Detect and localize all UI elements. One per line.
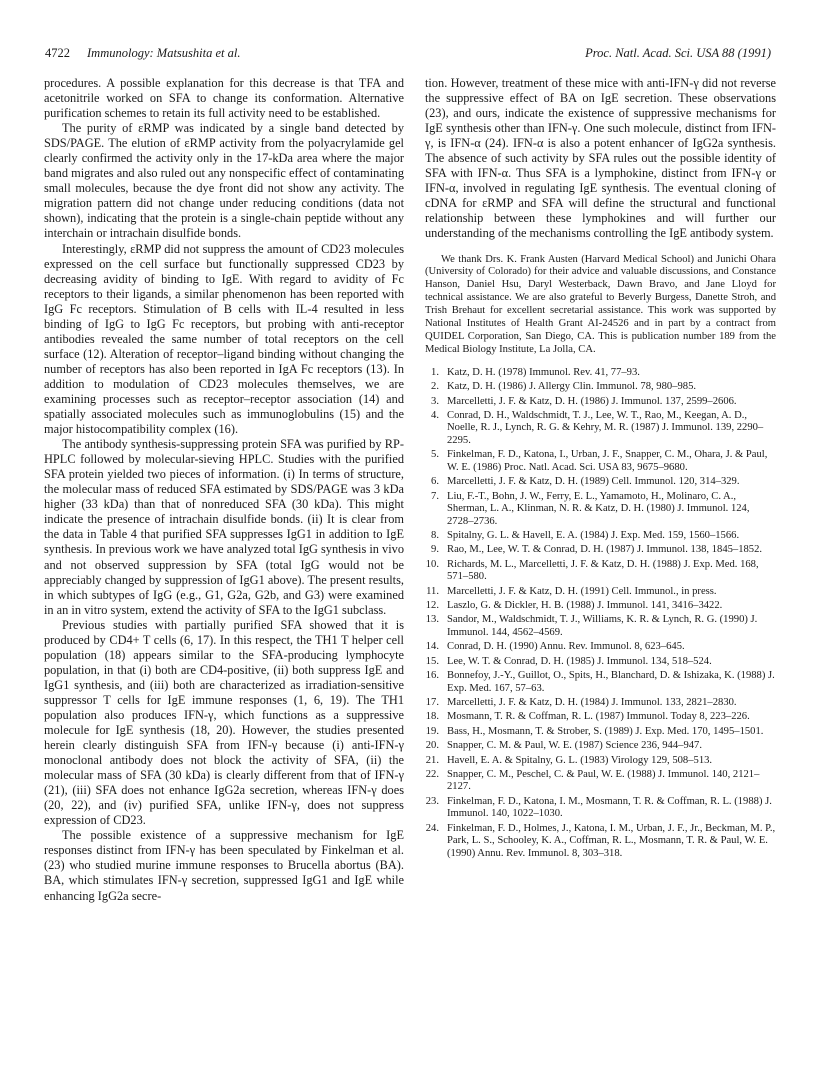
acknowledgment: We thank Drs. K. Frank Austen (Harvard Medical School) and Junichi Ohara (University of Colorado) for their advice and valuable discussions, and Constance Hanson, Daniel Hsu, Daryl Westerback, Dawn Bravo, and Jane Lloyd for technical assistance. We are also grateful to Beverly Burgess, Danette Stroh, and Trish Brehaut for excellent secretarial assistance. This work was supported by National Institutes of Health Grant AI-24526 and in part by a contract from QUIDEL Corporation, San Diego, CA. This is publication number 189 from the Medical Biology Institute, La Jolla, CA. <box>425 253 776 355</box>
reference-item <box>425 769 776 794</box>
reference-item <box>425 530 776 543</box>
reference-item <box>425 697 776 710</box>
reference-text: Katz, D. H. (1978) Immunol. Rev. 41, 77–93. <box>447 366 640 378</box>
reference-item <box>425 544 776 557</box>
reference-text: Mosmann, T. R. & Coffman, R. L. (1987) Immunol. Today 8, 223–226. <box>447 711 750 723</box>
left-column <box>44 76 404 904</box>
body-paragraph: The purity of εRMP was indicated by a single band detected by SDS/PAGE. The elution of εRMP activity from the polyacrylamide gel clearly confirmed the activity only in the 17-kDa area where the major band migrates and also ruled out any nonspecific effect of contaminating small molecules, because the dye front did not show any activity. The migration pattern did not change under reducing conditions (data not shown), indicating that the protein is a single-chain peptide without any interchain or intrachain disulfide bonds. <box>44 121 404 241</box>
reference-text: Havell, E. A. & Spitalny, G. L. (1983) Virology 129, 508–513. <box>447 754 713 766</box>
reference-item <box>425 740 776 753</box>
reference-number: 8. <box>431 530 439 541</box>
reference-number: 11. <box>426 585 439 597</box>
reference-item <box>425 823 776 861</box>
reference-number: 7. <box>431 490 439 502</box>
reference-list <box>425 367 776 860</box>
reference-item <box>425 755 776 768</box>
reference-item <box>425 476 776 489</box>
body-paragraph: Previous studies with partially purified SFA showed that it is produced by CD4+ T cells (6, 17). In this respect, the TH1 T helper cell population (18) appears similar to the SFA-producing lymphocyte population, in that (i) both are CD4-positive, (ii) both suppress IgE and IgG1 synthesis, and (iii) both are characterized as irradiation-sensitive suppressor T cells for IgE immune responses (1, 6, 19). The TH1 population also produces IFN-γ, which functions as a suppressive molecule for IgE synthesis (18, 20). However, the studies presented herein clearly distinguish SFA from IFN-γ because (i) anti-IFN-γ monoclonal antibody does not block the activity of SFA, (ii) the molecular mass of SFA (30 kDa) is clearly different from that of IFN-γ (21), (iii) SFA does not enhance IgG2a secretion, whereas IFN-γ does (20, 22), and (iv) purified SFA, unlike IFN-γ, does not suppress expression of CD23. <box>44 617 404 828</box>
reference-number: 4. <box>431 409 439 421</box>
reference-text: Spitalny, G. L. & Havell, E. A. (1984) J. Exp. Med. 159, 1560–1566. <box>447 530 740 541</box>
reference-text: Sandor, M., Waldschmidt, T. J., Williams, K. R. & Lynch, R. G. (1990) J. Immunol. 144, 4562–4569. <box>447 614 758 638</box>
page-header <box>45 46 771 64</box>
journal-citation: Proc. Natl. Acad. Sci. USA 88 (1991) <box>585 46 771 60</box>
reference-item <box>425 559 776 584</box>
reference-item <box>425 670 776 695</box>
reference-text: Katz, D. H. (1986) J. Allergy Clin. Immunol. 78, 980–985. <box>447 381 697 393</box>
reference-text: Bass, H., Mosmann, T. & Strober, S. (1989) J. Exp. Med. 170, 1495–1501. <box>447 725 764 737</box>
reference-number: 18. <box>425 711 439 723</box>
reference-number: 13. <box>425 614 439 626</box>
reference-text: Conrad, D. H. (1990) Annu. Rev. Immunol. 8, 623–645. <box>447 641 685 653</box>
body-paragraph: procedures. A possible explanation for this decrease is that TFA and acetonitrile worked on SFA to change its conformation. Alternative purification schemes to retain its full activity need to be established. <box>44 76 404 121</box>
reference-number: 24. <box>425 822 439 834</box>
reference-number: 1. <box>431 366 439 378</box>
reference-number: 2. <box>431 381 439 393</box>
reference-number: 6. <box>431 476 439 488</box>
reference-item <box>425 641 776 654</box>
reference-text: Finkelman, F. D., Katona, I. M., Mosmann, T. R. & Coffman, R. L. (1988) J. Immunol. 140, 1022–1030. <box>447 795 772 820</box>
reference-number: 21. <box>425 754 439 766</box>
reference-number: 22. <box>425 768 439 780</box>
body-paragraph: tion. However, treatment of these mice with anti-IFN-γ did not reverse the suppressive effect of BA on IgE secretion. These observations (23), and ours, indicate the existence of suppressive mechanisms for IgE synthesis other than IFN-γ. One such molecule, distinct from IFN-γ, is IFN-α (24). IFN-α is also a potent enhancer of IgG2a synthesis. The absence of such activity by SFA rules out the possible identity of SFA with IFN-α. Thus SFA is a lymphokine, distinct from IFN-γ or IFN-α, involved in regulating IgE synthesis. The eventual cloning of cDNA for εRMP and SFA will define the structural and functional relationship between these lymphokines and will further our understanding of the mechanisms controlling the IgE antibody system. <box>425 76 776 241</box>
reference-text: Liu, F.-T., Bohn, J. W., Ferry, E. L., Yamamoto, H., Molinaro, C. A., Sherman, L. A., Klinman, N. R. & Katz, D. H. (1980) J. Immunol. 124, 2728–2736. <box>447 490 750 527</box>
reference-item <box>425 410 776 448</box>
reference-number: 9. <box>431 544 439 556</box>
body-paragraph: Interestingly, εRMP did not suppress the amount of CD23 molecules expressed on the cell surface but functionally suppressed CD23 by decreasing avidity of binding to IgE. With regard to avidity of Fc receptors to their ligands, a similar phenomenon has been reported with IgG Fc receptors. Stimulation of B cells with IL-4 resulted in less binding of IgG to IgG Fc receptors, but probing with anti-receptor antibodies revealed the same number of total receptors on the cell surface (12). Alteration of receptor–ligand binding without changing the number of receptors has also been reported in IgA Fc receptors (13). In addition to modulation of CD23 molecules themselves, we are examining processes such as receptor–receptor association (14) and spatially associated molecules such as immunoglobulins (15) and the major histocompatibility complex (16). <box>44 241 404 437</box>
reference-text: Marcelletti, J. F. & Katz, D. H. (1991) Cell. Immunol., in press. <box>447 585 717 597</box>
reference-number: 20. <box>425 740 439 752</box>
reference-text: Finkelman, F. D., Holmes, J., Katona, I. M., Urban, J. F., Jr., Beckman, M. P., Park, L. S., Schooley, K. A., Coffman, R. L., Mosmann, T. R. & Paul, W. E. (1990) Annu. Rev. Immunol. 8, 303–318. <box>447 822 776 859</box>
reference-item <box>425 491 776 529</box>
reference-text: Rao, M., Lee, W. T. & Conrad, D. H. (1987) J. Immunol. 138, 1845–1852. <box>447 544 763 556</box>
reference-item <box>425 449 776 474</box>
body-paragraph: The possible existence of a suppressive mechanism for IgE responses distinct from IFN-γ has been speculated by Finkelman et al. (23) who studied murine immune responses to Brucella abortus (BA). BA, which stimulates IFN-γ secretion, suppressed IgG1 and IgE while enhancing IgG2a secre- <box>44 828 404 903</box>
right-column <box>425 76 776 862</box>
reference-text: Lee, W. T. & Conrad, D. H. (1985) J. Immunol. 134, 518–524. <box>447 655 712 667</box>
reference-item <box>425 600 776 613</box>
body-paragraph: The antibody synthesis-suppressing protein SFA was purified by RP-HPLC followed by molecular-sieving HPLC. Studies with the purified SFA protein yielded two pieces of information. (i) In terms of structure, the molecular mass of reduced SFA estimated by SDS/PAGE was 3 kDa higher (33 kDa) than that of nonreduced SFA (30 kDa). This might indicate the presence of intrachain disulfide bonds. (ii) It is clear from the data in Table 4 that purified SFA suppresses IgG1 in addition to IgE synthesis. In previous work we have analyzed total IgG synthesis in vivo and not observed suppression by SFA (total IgG would not be appreciably changed by suppression of IgG1 above). The present results, in which subtypes of IgG (e.g., G1, G2a, G2b, and G3) were examined in an in vitro system, extend the activity of SFA to the IgG1 subclass. <box>44 437 404 617</box>
reference-number: 19. <box>425 725 439 737</box>
reference-text: Snapper, C. M. & Paul, W. E. (1987) Science 236, 944–947. <box>447 740 702 752</box>
reference-text: Conrad, D. H., Waldschmidt, T. J., Lee, W. T., Rao, M., Keegan, A. D., Noelle, R. J., Lynch, R. G. & Kehry, M. R. (1987) J. Immunol. 139, 2290–2295. <box>447 409 764 446</box>
reference-number: 15. <box>425 655 439 667</box>
running-title: Immunology: Matsushita et al. <box>87 46 241 60</box>
reference-number: 14. <box>425 641 439 653</box>
reference-text: Finkelman, F. D., Katona, I., Urban, J. F., Snapper, C. M., Ohara, J. & Paul, W. E. (1986) Proc. Natl. Acad. Sci. USA 83, 9675–9680. <box>447 449 768 473</box>
reference-number: 5. <box>431 449 439 461</box>
reference-text: Marcelletti, J. F. & Katz, D. H. (1989) Cell. Immunol. 120, 314–329. <box>447 476 740 488</box>
reference-item <box>425 614 776 639</box>
reference-item <box>425 726 776 739</box>
reference-item <box>425 367 776 380</box>
reference-number: 17. <box>425 697 439 709</box>
reference-item <box>425 396 776 409</box>
reference-item <box>425 656 776 669</box>
reference-text: Marcelletti, J. F. & Katz, D. H. (1984) J. Immunol. 133, 2821–2830. <box>447 697 737 709</box>
reference-item <box>425 381 776 394</box>
reference-item <box>425 711 776 724</box>
reference-item <box>425 586 776 599</box>
reference-number: 10. <box>425 558 439 570</box>
reference-number: 12. <box>425 600 439 612</box>
reference-text: Richards, M. L., Marcelletti, J. F. & Katz, D. H. (1988) J. Exp. Med. 168, 571–580. <box>447 558 759 583</box>
reference-text: Marcelletti, J. F. & Katz, D. H. (1986) J. Immunol. 137, 2599–2606. <box>447 395 737 407</box>
reference-number: 23. <box>425 795 439 807</box>
reference-text: Laszlo, G. & Dickler, H. B. (1988) J. Immunol. 141, 3416–3422. <box>447 600 723 612</box>
reference-item <box>425 796 776 821</box>
page-number: 4722 <box>45 46 70 60</box>
reference-text: Bonnefoy, J.-Y., Guillot, O., Spits, H., Blanchard, D. & Ishizaka, K. (1988) J. Exp. Med. 167, 57–63. <box>447 670 775 694</box>
reference-number: 16. <box>425 670 439 682</box>
reference-text: Snapper, C. M., Peschel, C. & Paul, W. E. (1988) J. Immunol. 140, 2121–2127. <box>447 768 760 793</box>
reference-number: 3. <box>431 395 439 407</box>
